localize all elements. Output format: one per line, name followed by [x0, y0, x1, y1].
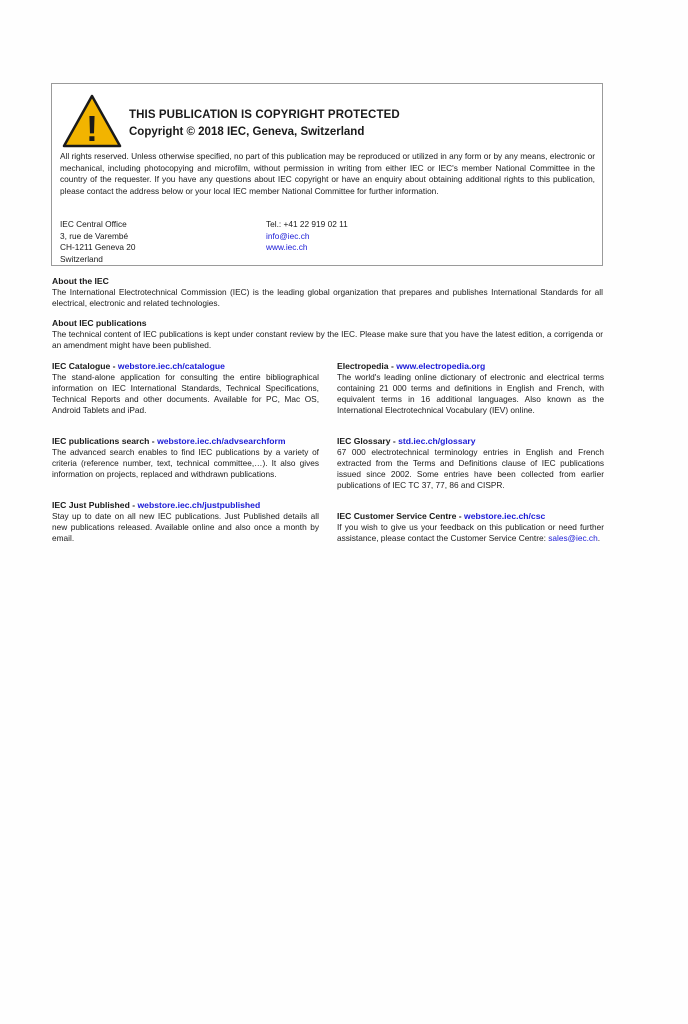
advsearch-link[interactable]: webstore.iec.ch/advsearchform — [157, 436, 286, 446]
copyright-title: THIS PUBLICATION IS COPYRIGHT PROTECTED — [129, 109, 400, 121]
about-iec-heading: About the IEC — [52, 276, 109, 286]
electropedia-item — [337, 361, 604, 416]
glossary-item — [337, 436, 604, 491]
item-description: The advanced search enables to find IEC publications by a variety of criteria (reference number, text, technical committee,…). It also gives information on projects, replaced and withdrawn publications. — [52, 447, 319, 479]
item-title: Electropedia - — [337, 361, 397, 371]
justpublished-link[interactable]: webstore.iec.ch/justpublished — [137, 500, 261, 510]
publications-search-item — [52, 436, 319, 480]
item-title: IEC Customer Service Centre - — [337, 511, 465, 521]
address-line: Switzerland — [60, 253, 103, 264]
csc-text-end: . — [597, 533, 600, 543]
item-title: IEC publications search - — [52, 436, 158, 446]
customer-service-item — [337, 511, 604, 544]
catalogue-item — [52, 361, 319, 416]
about-publications-text: The technical content of IEC publications is kept under constant review by the IEC. Please make sure that you have the latest edition, a corrigenda or an amendment might have been published. — [52, 329, 603, 350]
copyright-line: Copyright © 2018 IEC, Geneva, Switzerland — [129, 126, 365, 138]
csc-text: If you wish to give us your feedback on this publication or need further assistance, please contact the Customer Service Centre: — [337, 522, 604, 543]
address-line: 3, rue de Varembé — [60, 230, 129, 241]
sales-email-link[interactable]: sales@iec.ch — [548, 533, 598, 543]
address-line: IEC Central Office — [60, 219, 127, 229]
item-title: IEC Catalogue - — [52, 361, 118, 371]
glossary-link[interactable]: std.iec.ch/glossary — [398, 436, 476, 446]
office-address — [60, 219, 136, 265]
item-description — [337, 522, 604, 544]
warning-triangle-icon — [61, 93, 123, 149]
rights-reserved-text: All rights reserved. Unless otherwise specified, no part of this publication may be reproduced or utilized in any form or by any means, electronic or mechanical, including photocopying and microfilm, without permission in writing from either IEC or IEC's member National Committee in the country of the requester. If you have any questions about IEC copyright or have an enquiry about obtaining additional rights to this publication, please contact the address below or your local IEC member National Committee for further information. — [60, 151, 595, 196]
item-description: The stand-alone application for consulting the entire bibliographical information on IEC International Standards, Technical Specifications, Technical Reports and other documents. Available for PC, Mac OS, Android Tablets and iPad. — [52, 372, 319, 415]
warning-exclamation: ! — [86, 108, 98, 149]
catalogue-link[interactable]: webstore.iec.ch/catalogue — [117, 361, 225, 371]
telephone-number: Tel.: +41 22 919 02 11 — [266, 219, 348, 229]
item-description: The world's leading online dictionary of electronic and electrical terms containing 21 000 terms and definitions in English and French, with equivalent terms in 16 additional languages. Also known as the International Electrotechnical Vocabulary (IEV) online. — [337, 372, 604, 415]
website-link[interactable]: www.iec.ch — [266, 242, 308, 252]
item-title: IEC Just Published - — [52, 500, 138, 510]
copyright-notice-box — [51, 83, 603, 266]
email-link[interactable]: info@iec.ch — [266, 230, 310, 241]
about-publications-heading: About IEC publications — [52, 318, 147, 328]
csc-link[interactable]: webstore.iec.ch/csc — [464, 511, 546, 521]
item-description: 67 000 electrotechnical terminology entries in English and French extracted from the Terms and Definitions clause of IEC publications issued since 2002. Some entries have been collected from earlier publications of IEC TC 37, 77, 86 and CISPR. — [337, 447, 604, 490]
address-line: CH-1211 Geneva 20 — [60, 242, 136, 252]
electropedia-link[interactable]: www.electropedia.org — [396, 361, 486, 371]
item-description: Stay up to date on all new IEC publications. Just Published details all new publications released. Available online and also once a month by email. — [52, 511, 319, 543]
just-published-item — [52, 500, 319, 544]
item-title: IEC Glossary - — [337, 436, 399, 446]
office-contact — [266, 219, 348, 254]
about-iec-text: The International Electrotechnical Commission (IEC) is the leading global organization that prepares and publishes International Standards for all electrical, electronic and related technologies. — [52, 287, 603, 308]
